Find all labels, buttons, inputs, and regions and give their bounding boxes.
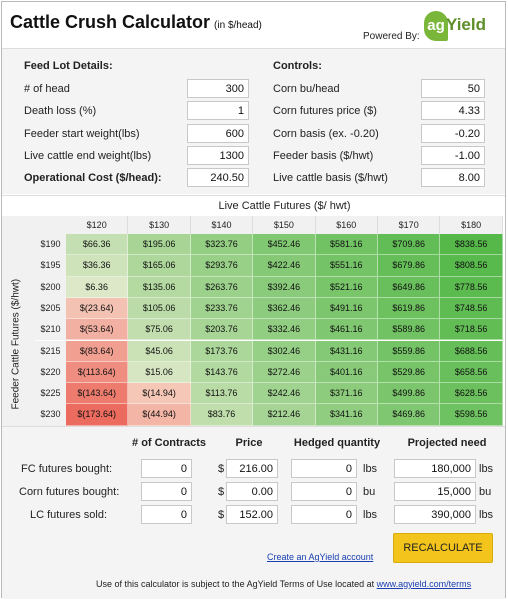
matrix-cell: $(113.64) bbox=[66, 362, 128, 383]
title-unit: (in $/head) bbox=[214, 20, 262, 31]
death-loss-input[interactable] bbox=[187, 101, 249, 120]
live-cattle-basis-input[interactable] bbox=[421, 168, 485, 187]
row-header: $230 bbox=[35, 404, 66, 425]
feeder-start-weight-input[interactable] bbox=[187, 124, 249, 143]
matrix-cell: $499.86 bbox=[378, 383, 440, 404]
price-header: Price bbox=[235, 437, 263, 449]
corn-futures-price-label: Corn futures price ($) bbox=[273, 105, 377, 117]
column-header: $120 bbox=[66, 216, 128, 234]
corn-need-unit: bu bbox=[479, 486, 492, 498]
matrix-cell: $36.36 bbox=[66, 255, 128, 276]
row-header: $220 bbox=[35, 362, 66, 383]
matrix-cell: $581.16 bbox=[316, 234, 378, 255]
lc-need-input[interactable] bbox=[394, 505, 476, 524]
matrix-cell: $461.16 bbox=[316, 319, 378, 340]
header bbox=[2, 2, 505, 48]
matrix-cell: $679.86 bbox=[378, 255, 440, 276]
matrix-cell: $619.86 bbox=[378, 298, 440, 319]
matrix-cell: $718.56 bbox=[440, 319, 502, 340]
column-header: $150 bbox=[253, 216, 315, 234]
matrix-cell: $75.06 bbox=[128, 319, 190, 340]
matrix-cell: $589.86 bbox=[378, 319, 440, 340]
matrix-cell: $113.76 bbox=[191, 383, 253, 404]
profit-matrix bbox=[2, 195, 505, 425]
lc-futures-label: LC futures sold: bbox=[30, 509, 108, 521]
matrix-cell: $242.46 bbox=[253, 383, 315, 404]
row-header: $190 bbox=[35, 234, 66, 255]
corn-basis-input[interactable] bbox=[421, 124, 485, 143]
matrix-cell: $(53.64) bbox=[66, 319, 128, 340]
inputs-panel bbox=[2, 48, 505, 194]
matrix-cell: $15.06 bbox=[128, 362, 190, 383]
corn-need-input[interactable] bbox=[394, 482, 476, 501]
matrix-cell: $66.36 bbox=[66, 234, 128, 255]
matrix-cell: $173.76 bbox=[191, 341, 253, 362]
corn-price-input[interactable] bbox=[226, 482, 278, 501]
matrix-cell: $551.16 bbox=[316, 255, 378, 276]
lc-hedged-unit: lbs bbox=[363, 509, 378, 521]
matrix-cell: $(23.64) bbox=[66, 298, 128, 319]
matrix-cell: $6.36 bbox=[66, 277, 128, 298]
feeder-basis-label: Feeder basis ($/hwt) bbox=[273, 150, 374, 162]
powered-by-label: Powered By: bbox=[363, 31, 420, 42]
head-count-label: # of head bbox=[24, 83, 70, 95]
matrix-cell: $422.46 bbox=[253, 255, 315, 276]
matrix-cell: $203.76 bbox=[191, 319, 253, 340]
operational-cost-label: Operational Cost ($/head): bbox=[24, 172, 162, 184]
matrix-cell: $165.06 bbox=[128, 255, 190, 276]
matrix-cell: $658.56 bbox=[440, 362, 502, 383]
matrix-cell: $808.56 bbox=[440, 255, 502, 276]
feedlot-section-title: Feed Lot Details: bbox=[24, 60, 113, 72]
matrix-cell: $469.86 bbox=[378, 404, 440, 425]
matrix-cell: $392.46 bbox=[253, 277, 315, 298]
corn-currency: $ bbox=[218, 486, 225, 498]
lc-need-unit: lbs bbox=[479, 509, 494, 521]
matrix-cell: $263.76 bbox=[191, 277, 253, 298]
matrix-cell: $709.86 bbox=[378, 234, 440, 255]
matrix-cell: $521.16 bbox=[316, 277, 378, 298]
matrix-cell: $(143.64) bbox=[66, 383, 128, 404]
matrix-cell: $401.16 bbox=[316, 362, 378, 383]
matrix-cell: $(14.94) bbox=[128, 383, 190, 404]
matrix-cell: $838.56 bbox=[440, 234, 502, 255]
corn-basis-label: Corn basis (ex. -0.20) bbox=[273, 128, 379, 140]
fc-futures-label: FC futures bought: bbox=[21, 463, 113, 475]
logo-mark: ag bbox=[424, 11, 448, 41]
corn-bu-head-label: Corn bu/head bbox=[273, 83, 340, 95]
column-header: $170 bbox=[378, 216, 440, 234]
matrix-cell: $143.76 bbox=[191, 362, 253, 383]
live-cattle-end-weight-label: Live cattle end weight(lbs) bbox=[24, 150, 152, 162]
matrix-cell: $272.46 bbox=[253, 362, 315, 383]
feeder-cattle-futures-title: Feeder Cattle Futures ($/hwt) bbox=[10, 278, 22, 410]
feeder-basis-input[interactable] bbox=[421, 146, 485, 165]
recalculate-button[interactable]: RECALCULATE bbox=[393, 533, 493, 563]
live-cattle-basis-label: Live cattle basis ($/hwt) bbox=[273, 172, 388, 184]
terms-text: Use of this calculator is subject to the AgYield Terms of Use located at bbox=[96, 579, 377, 589]
hedged-quantity-header: Hedged quantity bbox=[293, 437, 381, 449]
row-header: $200 bbox=[35, 277, 66, 298]
matrix-cell: $778.56 bbox=[440, 277, 502, 298]
fc-need-unit: lbs bbox=[479, 463, 494, 475]
matrix-cell: $748.56 bbox=[440, 298, 502, 319]
matrix-cell: $559.86 bbox=[378, 341, 440, 362]
matrix-cell: $332.46 bbox=[253, 319, 315, 340]
row-header: $195 bbox=[35, 255, 66, 276]
corn-futures-label: Corn futures bought: bbox=[19, 486, 120, 498]
corn-futures-price-input[interactable] bbox=[421, 101, 485, 120]
contracts-header: # of Contracts bbox=[132, 437, 206, 449]
head-count-input[interactable] bbox=[187, 79, 249, 98]
matrix-cell: $371.16 bbox=[316, 383, 378, 404]
matrix-cell: $135.06 bbox=[128, 277, 190, 298]
terms-link[interactable]: www.agyield.com/terms bbox=[376, 579, 472, 589]
corn-hedged-input[interactable] bbox=[291, 482, 357, 501]
matrix-cell: $293.76 bbox=[191, 255, 253, 276]
page-title bbox=[10, 12, 262, 33]
row-header: $205 bbox=[35, 298, 66, 319]
row-header: $210 bbox=[35, 319, 66, 340]
matrix-cell: $212.46 bbox=[253, 404, 315, 425]
terms-notice bbox=[96, 579, 471, 589]
column-header: $160 bbox=[316, 216, 378, 234]
projected-need-header: Projected need bbox=[407, 437, 487, 449]
column-header: $130 bbox=[128, 216, 190, 234]
fc-hedged-unit: lbs bbox=[363, 463, 378, 475]
lc-hedged-input[interactable] bbox=[291, 505, 357, 524]
live-cattle-futures-title: Live Cattle Futures ($/ hwt) bbox=[218, 200, 351, 212]
matrix-cell: $45.06 bbox=[128, 341, 190, 362]
matrix-cell: $195.06 bbox=[128, 234, 190, 255]
lc-currency: $ bbox=[218, 509, 225, 521]
matrix-cell: $491.16 bbox=[316, 298, 378, 319]
matrix-cell: $688.56 bbox=[440, 341, 502, 362]
corn-contracts-input[interactable] bbox=[141, 482, 192, 501]
fc-contracts-input[interactable] bbox=[141, 459, 192, 478]
title-text: Cattle Crush Calculator bbox=[10, 12, 211, 32]
agyield-logo bbox=[424, 11, 484, 41]
fc-currency: $ bbox=[218, 463, 225, 475]
matrix-cell: $(44.94) bbox=[128, 404, 190, 425]
matrix-cell: $83.76 bbox=[191, 404, 253, 425]
row-header: $215 bbox=[35, 341, 66, 362]
matrix-cell: $598.56 bbox=[440, 404, 502, 425]
hedge-panel bbox=[2, 426, 505, 599]
fc-need-input[interactable] bbox=[394, 459, 476, 478]
matrix-corner bbox=[35, 216, 66, 234]
feeder-start-weight-label: Feeder start weight(lbs) bbox=[24, 128, 140, 140]
column-header: $140 bbox=[191, 216, 253, 234]
logo-word: Yield bbox=[446, 15, 486, 34]
matrix-cell: $431.16 bbox=[316, 341, 378, 362]
calculator-frame bbox=[1, 1, 506, 598]
matrix-cell: $323.76 bbox=[191, 234, 253, 255]
corn-bu-head-input[interactable] bbox=[421, 79, 485, 98]
matrix-cell: $362.46 bbox=[253, 298, 315, 319]
corn-hedged-unit: bu bbox=[363, 486, 376, 498]
matrix-cell: $628.56 bbox=[440, 383, 502, 404]
lc-contracts-input[interactable] bbox=[141, 505, 192, 524]
matrix-cell: $341.16 bbox=[316, 404, 378, 425]
death-loss-label: Death loss (%) bbox=[24, 105, 97, 117]
matrix-cell: $649.86 bbox=[378, 277, 440, 298]
matrix-cell: $302.46 bbox=[253, 341, 315, 362]
fc-price-input[interactable] bbox=[226, 459, 278, 478]
matrix-cell: $(83.64) bbox=[66, 341, 128, 362]
operational-cost-input[interactable] bbox=[187, 168, 249, 187]
controls-section-title: Controls: bbox=[273, 60, 322, 72]
lc-price-input[interactable] bbox=[226, 505, 278, 524]
matrix-cell: $(173.64) bbox=[66, 404, 128, 425]
matrix-cell: $105.06 bbox=[128, 298, 190, 319]
matrix-cell: $233.76 bbox=[191, 298, 253, 319]
matrix-cell: $529.86 bbox=[378, 362, 440, 383]
fc-hedged-input[interactable] bbox=[291, 459, 357, 478]
create-account-link[interactable]: Create an AgYield account bbox=[267, 552, 374, 562]
matrix-cell: $452.46 bbox=[253, 234, 315, 255]
live-cattle-end-weight-input[interactable] bbox=[187, 146, 249, 165]
row-header: $225 bbox=[35, 383, 66, 404]
column-header: $180 bbox=[440, 216, 502, 234]
